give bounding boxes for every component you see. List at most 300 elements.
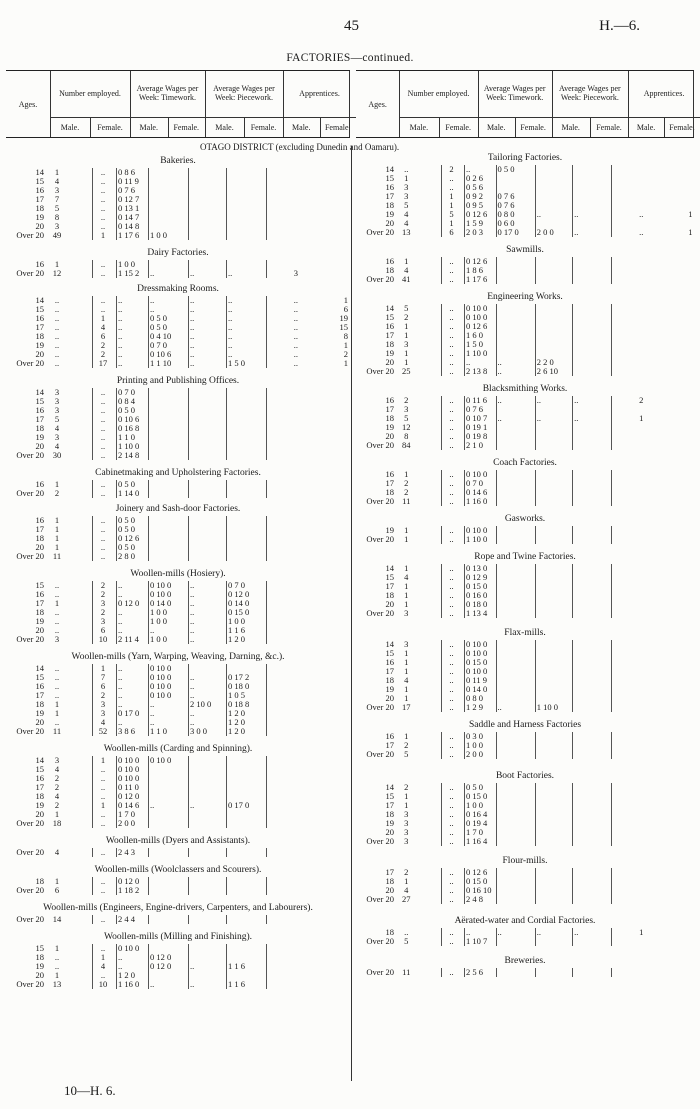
value-cell: 0 10 0: [466, 639, 488, 649]
table-rule: [441, 868, 442, 904]
value-cell: ..: [190, 580, 195, 590]
value-cell: ..: [118, 313, 123, 323]
age-cell: 15: [35, 672, 44, 682]
age-cell: 18: [385, 200, 394, 210]
value-cell: 0 17 0: [497, 227, 519, 237]
value-cell: 0 7 0: [228, 580, 245, 590]
value-cell: ..: [100, 818, 106, 828]
value-cell: 3: [404, 818, 409, 828]
value-cell: 1: [54, 542, 60, 552]
section-title: Printing and Publishing Offices.: [116, 376, 240, 386]
table-rule: [188, 516, 189, 561]
table-rule: [496, 640, 497, 712]
value-cell: 0 10 7: [466, 413, 488, 423]
header-female: Female.: [445, 122, 471, 132]
value-cell: 0 5 0: [497, 164, 515, 174]
value-cell: ..: [54, 663, 60, 673]
age-cell: 20: [385, 693, 394, 703]
table-row: [6, 451, 350, 460]
table-rule: [611, 640, 612, 712]
value-cell: 4: [100, 322, 106, 332]
value-cell: ..: [574, 209, 579, 219]
age-cell: 19: [35, 340, 44, 350]
section-title: Woollen-mills (Yarn, Warping, Weaving, Darning, &c.).: [71, 652, 285, 662]
age-cell: 14: [35, 167, 44, 177]
age-cell: 15: [35, 304, 44, 314]
table-rule: [572, 564, 573, 618]
header-female: Female.: [324, 122, 351, 132]
value-cell: ..: [228, 304, 233, 314]
value-cell: 1 0 0: [466, 740, 484, 750]
value-cell: 1: [404, 581, 409, 591]
age-cell: 16: [35, 479, 44, 489]
value-cell: ..: [449, 731, 454, 741]
value-cell: 0 11 9: [118, 176, 139, 186]
header-rule: [168, 117, 169, 137]
table-rule: [464, 526, 465, 544]
table-rule: [92, 877, 93, 895]
value-cell: ..: [228, 322, 233, 332]
value-cell: ..: [404, 927, 409, 937]
table-rule: [572, 470, 573, 506]
table-rule: [496, 304, 497, 376]
value-cell: ..: [449, 894, 454, 904]
table-rule: [441, 968, 442, 977]
value-cell: ..: [54, 589, 60, 599]
value-cell: ..: [118, 952, 123, 962]
value-cell: ..: [100, 885, 106, 895]
value-cell: 1: [639, 927, 644, 937]
value-cell: 1: [404, 684, 409, 694]
value-cell: 0 12 0: [118, 791, 140, 801]
value-cell: ..: [497, 702, 502, 712]
value-cell: 6: [449, 227, 454, 237]
age-cell: Over 20: [366, 936, 394, 946]
age-cell: Over 20: [366, 836, 394, 846]
table-row: [6, 980, 350, 989]
value-cell: ..: [54, 340, 60, 350]
table-rule: [148, 260, 149, 278]
age-cell: 16: [35, 681, 44, 691]
value-cell: 1: [404, 657, 409, 667]
value-cell: ..: [449, 876, 454, 886]
table-rule: [464, 783, 465, 846]
value-cell: ..: [100, 488, 106, 498]
value-cell: 1: [688, 227, 693, 237]
value-cell: ..: [150, 625, 155, 635]
value-cell: ..: [404, 164, 409, 174]
table-rule: [572, 868, 573, 904]
table-rule: [92, 296, 93, 368]
value-cell: ..: [293, 331, 298, 341]
value-cell: 49: [52, 230, 62, 240]
age-cell: 18: [385, 487, 394, 497]
value-cell: 0 10 0: [118, 755, 140, 765]
value-cell: 1: [404, 525, 409, 535]
value-cell: ..: [574, 395, 579, 405]
value-cell: ..: [449, 740, 454, 750]
table-rule: [116, 877, 117, 895]
table-rule: [496, 526, 497, 544]
value-cell: 0 18 0: [228, 681, 250, 691]
table-rule: [464, 470, 465, 506]
table-rule: [266, 944, 267, 989]
value-cell: ..: [190, 268, 195, 278]
value-cell: 6: [100, 681, 106, 691]
value-cell: 0 18 8: [228, 699, 250, 709]
value-cell: 3: [54, 387, 60, 397]
value-cell: 0 13 1: [118, 203, 140, 213]
table-rule: [148, 664, 149, 736]
value-cell: ..: [639, 227, 644, 237]
age-cell: 16: [35, 589, 44, 599]
age-cell: 18: [385, 413, 394, 423]
value-cell: ..: [100, 542, 106, 552]
value-cell: 4: [100, 717, 106, 727]
header-female: Female.: [173, 122, 200, 132]
table-rule: [611, 564, 612, 618]
table-rule: [226, 915, 227, 924]
value-cell: ..: [100, 441, 106, 451]
table-rule: [535, 640, 536, 712]
value-cell: 1 16 0: [118, 979, 140, 989]
table-rule: [116, 756, 117, 828]
value-cell: ..: [54, 607, 60, 617]
age-cell: 18: [35, 331, 44, 341]
value-cell: ..: [293, 358, 298, 368]
value-cell: ..: [449, 440, 454, 450]
value-cell: 3: [404, 827, 409, 837]
value-cell: ..: [449, 265, 454, 275]
value-cell: 3: [100, 699, 106, 709]
header-rule: [130, 71, 131, 137]
value-cell: 1: [54, 533, 60, 543]
table-rule: [572, 928, 573, 946]
value-cell: 0 12 0: [118, 598, 140, 608]
value-cell: ..: [54, 961, 60, 971]
age-cell: 16: [35, 313, 44, 323]
value-cell: 0 16 8: [118, 423, 140, 433]
table-rule: [535, 526, 536, 544]
value-cell: 0 10 0: [150, 690, 172, 700]
age-cell: 18: [385, 675, 394, 685]
table-rule: [92, 848, 93, 857]
value-cell: ..: [228, 268, 233, 278]
table-rule: [266, 516, 267, 561]
value-cell: ..: [190, 672, 195, 682]
header-timework: Average Wages per Week: Timework.: [483, 84, 546, 102]
table-rule: [441, 928, 442, 946]
value-cell: 2: [54, 782, 60, 792]
value-cell: 3: [404, 809, 409, 819]
value-cell: 0 10 6: [150, 349, 172, 359]
header-apprentices: Apprentices.: [643, 88, 685, 98]
table-rule: [464, 257, 465, 284]
age-cell: 16: [385, 657, 394, 667]
value-cell: 1: [404, 800, 409, 810]
value-cell: 2: [404, 478, 409, 488]
value-cell: 1: [404, 469, 409, 479]
table-row: [356, 609, 694, 618]
table-rule: [92, 388, 93, 460]
age-cell: 20: [35, 625, 44, 635]
table-row: [356, 497, 694, 506]
value-cell: 1: [404, 599, 409, 609]
value-cell: ..: [293, 322, 298, 332]
header-rule: [552, 71, 553, 137]
value-cell: ..: [100, 847, 106, 857]
table-rule: [116, 168, 117, 240]
header-ages: Ages.: [368, 99, 387, 109]
value-cell: ..: [100, 405, 106, 415]
value-cell: 2 10 0: [190, 699, 212, 709]
table-rule: [441, 304, 442, 376]
value-cell: 5: [404, 200, 409, 210]
table-rule: [611, 783, 612, 846]
value-cell: 1: [54, 809, 60, 819]
table-row: [6, 915, 350, 924]
value-cell: 17: [98, 358, 108, 368]
age-cell: 14: [35, 295, 44, 305]
value-cell: 4: [404, 675, 409, 685]
section-title: Flour-mills.: [502, 856, 548, 866]
value-cell: 1 0 0: [150, 230, 167, 240]
value-cell: 11: [52, 726, 62, 736]
value-cell: 4: [404, 209, 409, 219]
value-cell: ..: [100, 387, 106, 397]
table-rule: [188, 848, 189, 857]
age-cell: 16: [385, 182, 394, 192]
value-cell: ..: [118, 349, 123, 359]
table-rule: [266, 388, 267, 460]
header-rule: [399, 71, 400, 137]
table-rule: [226, 581, 227, 644]
table-rule: [226, 877, 227, 895]
value-cell: 6: [100, 625, 106, 635]
age-cell: 19: [35, 212, 44, 222]
value-cell: 0 12 6: [118, 533, 140, 543]
value-cell: 1 0 0: [150, 607, 167, 617]
age-cell: Over 20: [366, 274, 394, 284]
age-cell: 17: [385, 404, 394, 414]
section-title: Rope and Twine Factories.: [474, 552, 576, 562]
value-cell: ..: [574, 413, 579, 423]
age-cell: 20: [385, 218, 394, 228]
value-cell: 3: [404, 339, 409, 349]
age-cell: 20: [35, 717, 44, 727]
age-cell: 17: [35, 414, 44, 424]
value-cell: 1 5 9: [466, 218, 484, 228]
value-cell: ..: [100, 809, 106, 819]
value-cell: ..: [449, 563, 454, 573]
value-cell: 0 17 0: [118, 708, 140, 718]
value-cell: 4: [54, 764, 60, 774]
table-rule: [496, 783, 497, 846]
header-male: Male.: [139, 122, 158, 132]
value-cell: 3: [404, 639, 409, 649]
value-cell: 2 2 0: [536, 357, 554, 367]
value-cell: 0 10 0: [466, 525, 488, 535]
header-piecework: Average Wages per Week: Piecework.: [213, 84, 275, 102]
section-title: Woollen-mills (Carding and Spinning).: [103, 744, 253, 754]
value-cell: 5: [404, 413, 409, 423]
table-rule: [188, 168, 189, 240]
age-cell: 18: [35, 533, 44, 543]
value-cell: 0 16 10: [466, 885, 492, 895]
value-cell: 5: [404, 936, 409, 946]
age-cell: Over 20: [16, 230, 44, 240]
value-cell: 0 8 4: [118, 396, 135, 406]
table-rule: [611, 732, 612, 759]
age-cell: Over 20: [16, 358, 44, 368]
value-cell: ..: [449, 927, 454, 937]
section-title: Woollen-mills (Woolclassers and Scourers).: [94, 865, 262, 875]
table-rule: [116, 296, 117, 368]
value-cell: 1: [54, 708, 60, 718]
value-cell: ..: [190, 690, 195, 700]
value-cell: ..: [497, 366, 502, 376]
value-cell: 6: [343, 304, 348, 314]
value-cell: ..: [449, 827, 454, 837]
value-cell: 4: [404, 572, 409, 582]
age-cell: Over 20: [16, 634, 44, 644]
table-rule: [266, 664, 267, 736]
age-cell: Over 20: [366, 496, 394, 506]
value-cell: 2 4 4: [118, 914, 135, 924]
table-rule: [441, 257, 442, 284]
header-rule: [399, 117, 700, 118]
value-cell: ..: [449, 422, 454, 432]
table-rule: [535, 304, 536, 376]
table-row: [356, 750, 694, 759]
value-cell: ..: [190, 800, 195, 810]
value-cell: 0 16 0: [466, 590, 488, 600]
section-title: Woollen-mills (Milling and Finishing).: [103, 932, 253, 942]
value-cell: ..: [118, 340, 123, 350]
value-cell: 4: [100, 961, 106, 971]
value-cell: ..: [118, 961, 123, 971]
value-cell: 0 10 0: [118, 943, 140, 953]
table-rule: [92, 756, 93, 828]
value-cell: 13: [52, 979, 62, 989]
table-rule: [188, 581, 189, 644]
header-rule: [320, 117, 321, 137]
age-cell: Over 20: [366, 967, 394, 977]
value-cell: ..: [449, 666, 454, 676]
value-cell: ..: [150, 304, 155, 314]
age-cell: 14: [35, 387, 44, 397]
table-rule: [496, 868, 497, 904]
age-cell: Over 20: [366, 608, 394, 618]
value-cell: 2 13 8: [466, 366, 488, 376]
value-cell: ..: [118, 681, 123, 691]
value-cell: 84: [402, 440, 411, 450]
age-cell: 20: [385, 431, 394, 441]
value-cell: 0 18 0: [466, 599, 488, 609]
value-cell: 0 15 0: [466, 581, 488, 591]
value-cell: ..: [100, 268, 106, 278]
value-cell: ..: [100, 185, 106, 195]
value-cell: ..: [449, 274, 454, 284]
value-cell: 30: [52, 450, 62, 460]
value-cell: 0 19 4: [466, 818, 488, 828]
value-cell: ..: [100, 524, 106, 534]
value-cell: 1: [54, 479, 60, 489]
value-cell: ..: [100, 176, 106, 186]
value-cell: ..: [449, 256, 454, 266]
value-cell: 2 0 0: [536, 227, 554, 237]
value-cell: ..: [449, 395, 454, 405]
table-rule: [611, 165, 612, 237]
age-cell: 20: [35, 349, 44, 359]
table-rule: [496, 732, 497, 759]
value-cell: 3: [54, 432, 60, 442]
value-cell: ..: [449, 782, 454, 792]
age-cell: 15: [35, 764, 44, 774]
age-cell: 17: [385, 191, 394, 201]
table-rule: [92, 260, 93, 278]
value-cell: 2: [54, 800, 60, 810]
value-cell: 0 8 0: [497, 209, 515, 219]
value-cell: ..: [54, 313, 60, 323]
table-rule: [226, 848, 227, 857]
age-cell: 20: [35, 809, 44, 819]
header-rule: [90, 117, 91, 137]
value-cell: 0 5 6: [466, 182, 484, 192]
table-rule: [92, 944, 93, 989]
table-row: [6, 886, 350, 895]
table-row: [356, 968, 694, 977]
value-cell: ..: [54, 331, 60, 341]
age-cell: Over 20: [366, 227, 394, 237]
age-cell: 19: [35, 432, 44, 442]
value-cell: 1: [54, 970, 60, 980]
value-cell: 2: [404, 312, 409, 322]
value-cell: 2: [404, 782, 409, 792]
value-cell: 1: [404, 357, 409, 367]
age-cell: Over 20: [16, 818, 44, 828]
age-cell: 19: [35, 708, 44, 718]
value-cell: 0 15 0: [466, 657, 488, 667]
value-cell: ..: [574, 927, 579, 937]
value-cell: 5: [404, 303, 409, 313]
value-cell: 6: [100, 331, 106, 341]
value-cell: ..: [100, 773, 106, 783]
age-cell: 16: [35, 515, 44, 525]
value-cell: ..: [118, 663, 123, 673]
age-cell: 19: [385, 422, 394, 432]
value-cell: ..: [54, 349, 60, 359]
value-cell: 19: [339, 313, 348, 323]
value-cell: ..: [449, 572, 454, 582]
value-cell: 3 0 0: [190, 726, 207, 736]
value-cell: ..: [190, 349, 195, 359]
value-cell: 0 12 6: [466, 209, 488, 219]
value-cell: ..: [536, 413, 542, 423]
value-cell: 1 15 2: [118, 268, 140, 278]
value-cell: 0 12 0: [228, 589, 250, 599]
table-rule: [148, 516, 149, 561]
age-cell: 20: [385, 827, 394, 837]
table-row: [6, 359, 350, 368]
age-cell: 19: [385, 348, 394, 358]
table-row: [6, 231, 350, 240]
age-cell: 15: [385, 312, 394, 322]
table-rule: [116, 915, 117, 924]
value-cell: ..: [118, 322, 123, 332]
age-cell: 18: [35, 699, 44, 709]
value-cell: ..: [449, 525, 454, 535]
